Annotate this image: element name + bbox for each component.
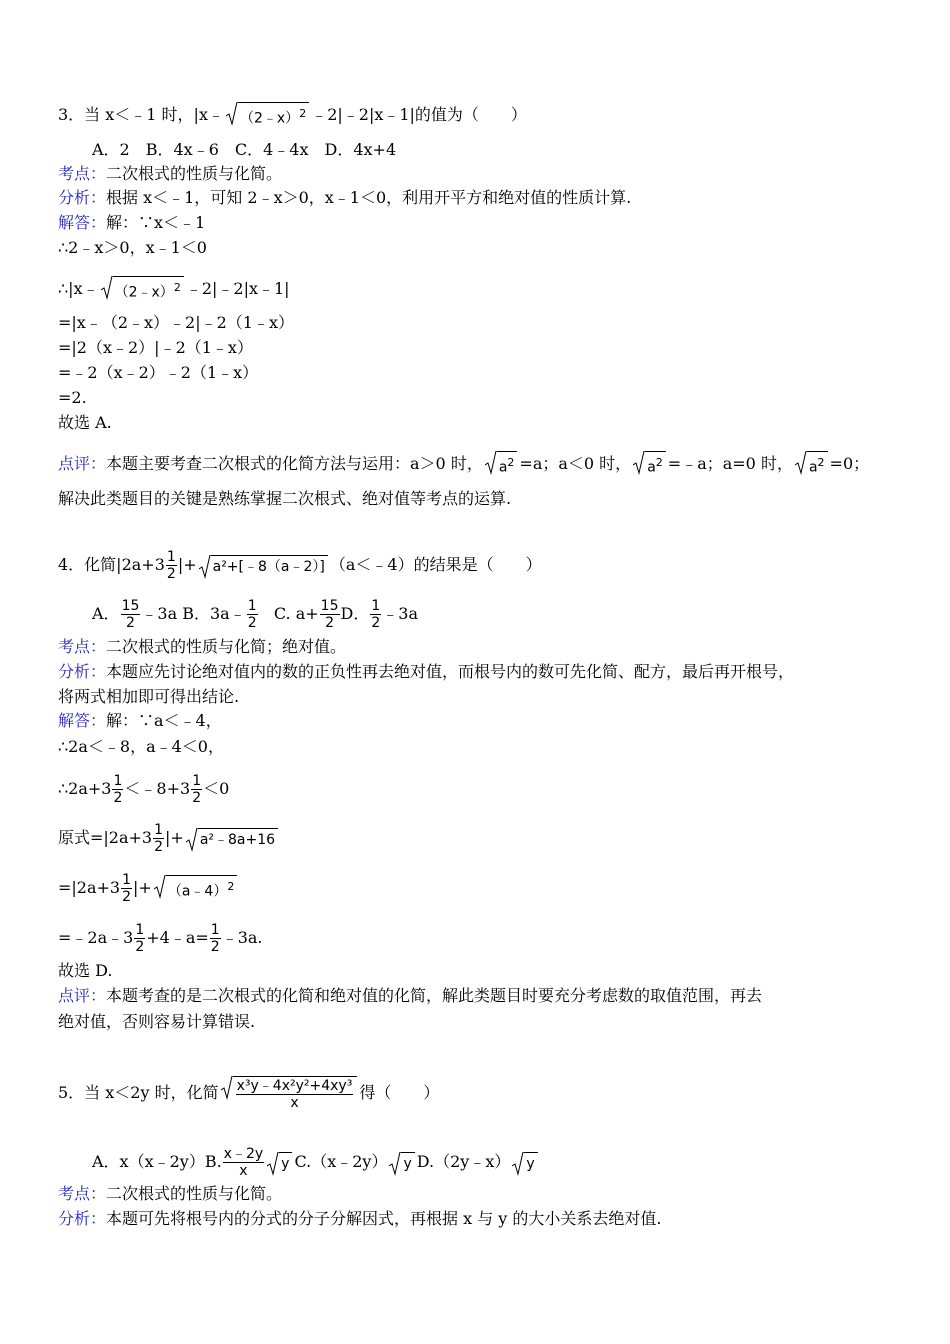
radical-sign-icon — [199, 555, 211, 579]
label-fenxi: 分析： — [58, 188, 107, 207]
denominator: 2 — [210, 939, 220, 955]
problem-4-fenxi — [58, 662, 794, 682]
denominator: 2 — [166, 566, 176, 582]
radical-sign-icon — [267, 1152, 279, 1176]
radicand: y — [401, 1152, 414, 1174]
radical-sign-icon — [154, 875, 166, 899]
dianping-text: 绝对值，否则容易计算错误. — [58, 1012, 256, 1031]
option-text: C.（x﹣2y） — [294, 1152, 388, 1171]
step-text: ＜0 — [203, 779, 230, 798]
denominator: x — [239, 1163, 248, 1179]
problem-3-jieda — [58, 213, 205, 233]
radical-sign-icon — [512, 1152, 524, 1176]
numerator: 1 — [247, 598, 257, 614]
step-text: 原式=|2a+3 — [58, 828, 153, 847]
solution-step: =﹣2（x﹣2）﹣2（1﹣x） — [58, 363, 259, 382]
problem-4-options — [92, 598, 418, 631]
problem-5-options — [92, 1146, 540, 1179]
option-text: ﹣3a B．3a﹣ — [141, 604, 246, 623]
radicand: y — [279, 1152, 292, 1174]
problem-3-kaodian — [58, 164, 282, 184]
answer-choice: 故选 D. — [58, 961, 113, 980]
question-text: 5．当 x＜2y 时，化简 — [58, 1083, 219, 1102]
label-jieda: 解答： — [58, 711, 107, 730]
denominator: 2 — [192, 790, 202, 806]
fenxi-text: 本题应先讨论绝对值内的数的正负性再去绝对值，而根号内的数可先化简、配方，最后再开根号， — [106, 662, 795, 681]
radical-sign-icon — [226, 102, 238, 126]
option-text: C. a+ — [273, 604, 319, 623]
step-text: =|2a+3 — [58, 878, 121, 897]
radical-sign-icon — [485, 451, 497, 475]
radicand: a — [808, 459, 818, 476]
sqrt-a2: $a^2$ — [795, 451, 828, 478]
question-text: 4．化简|2a+3 — [58, 555, 165, 574]
sqrt-expression — [226, 102, 309, 129]
label-kaodian: 考点： — [58, 164, 107, 183]
radical-sign-icon — [389, 1152, 401, 1176]
step-text: |+ — [133, 878, 152, 897]
problem-4-kaodian — [58, 637, 346, 657]
kaodian-text: 二次根式的性质与化简；绝对值。 — [106, 637, 347, 656]
denominator: 2 — [135, 939, 145, 955]
solution-step: =|x﹣（2﹣x）﹣2|﹣2（1﹣x） — [58, 313, 294, 332]
numerator: 1 — [371, 598, 381, 614]
option-text: D.（2y﹣x） — [416, 1152, 511, 1171]
question-text: （a＜﹣4）的结果是（ ） — [329, 555, 542, 574]
denominator: 2 — [113, 790, 123, 806]
denominator: 2 — [371, 615, 381, 631]
dianping-text: 解决此类题目的关键是熟练掌握二次根式、绝对值等考点的运算. — [58, 489, 512, 508]
sqrt-y — [267, 1152, 292, 1174]
step-text: ﹣3a. — [221, 928, 263, 947]
fraction — [210, 922, 221, 955]
jieda-text: 解：∵a＜﹣4， — [106, 711, 222, 730]
dianping-text: =0； — [829, 453, 870, 473]
numerator: 1 — [166, 549, 176, 565]
numerator: 1 — [154, 822, 164, 838]
dianping-text: =﹣a；a=0 时， — [667, 453, 793, 473]
problem-4-question — [58, 549, 542, 582]
dianping-text: 本题考查的是二次根式的化简和绝对值的化简，解此类题目时要充分考虑数的取值范围，再去 — [106, 986, 763, 1005]
option-text: A．x（x﹣2y）B. — [92, 1152, 222, 1171]
radicand: （2﹣x） — [114, 284, 174, 301]
sqrt-a2: $a^2$ — [633, 451, 666, 478]
step-text: ∴|x﹣ — [58, 278, 99, 298]
numerator: 15 — [320, 598, 339, 614]
fenxi-text: 本题可先将根号内的分式的分子分解因式，再根据 x 与 y 的大小关系去绝对值. — [106, 1209, 662, 1228]
problem-4-dianping — [58, 986, 762, 1006]
fraction — [121, 872, 132, 905]
radicand: （2﹣x） — [239, 110, 300, 127]
sqrt-y — [512, 1152, 537, 1174]
step-text: ∴2a+3 — [58, 779, 112, 798]
kaodian-text: 二次根式的性质与化简。 — [106, 1184, 283, 1203]
question-text: 3．当 x＜﹣1 时，|x﹣ — [58, 104, 224, 124]
numerator: 1 — [192, 773, 202, 789]
solution-step: =|2（x﹣2）|﹣2（1﹣x） — [58, 338, 253, 357]
numerator: 15 — [121, 598, 140, 614]
fenxi-text: 根据 x＜﹣1，可知 2﹣x＞0，x﹣1＜0，利用开平方和绝对值的性质计算. — [106, 188, 632, 207]
denominator: x — [290, 1095, 299, 1111]
numerator: 1 — [210, 922, 220, 938]
step-text: =﹣2a﹣3 — [58, 928, 134, 947]
step-text: +4﹣a= — [146, 928, 209, 947]
question-text: |+ — [177, 555, 197, 574]
numerator: 1 — [113, 773, 123, 789]
denominator: 2 — [122, 889, 132, 905]
fraction — [112, 773, 123, 806]
problem-3-dianping — [58, 451, 869, 478]
numerator: 1 — [122, 872, 132, 888]
sqrt-expression — [154, 875, 238, 902]
problem-3-question — [58, 102, 527, 129]
radical-sign-icon — [186, 828, 198, 852]
problem-5-question — [58, 1076, 439, 1111]
option-text: D． — [340, 604, 370, 623]
dianping-text: 本题主要考查二次根式的化简方法与运用：a＞0 时， — [106, 453, 483, 473]
answer-choice: 故选 A. — [58, 413, 112, 432]
problem-5-kaodian — [58, 1184, 282, 1204]
fraction — [370, 598, 381, 631]
solution-step — [58, 773, 229, 806]
fraction — [247, 598, 258, 631]
problem-3-fenxi — [58, 188, 631, 208]
sqrt-a2: $a^2$ — [485, 451, 518, 478]
solution-step — [58, 872, 239, 905]
radicand: y — [524, 1152, 537, 1174]
label-dianping: 点评： — [58, 453, 107, 473]
sqrt-expression — [199, 555, 328, 577]
sqrt-y — [389, 1152, 414, 1174]
solution-step: ∴2a＜﹣8，a﹣4＜0， — [58, 737, 224, 756]
denominator: 2 — [325, 615, 335, 631]
sqrt-expression — [186, 828, 278, 850]
radicand: （a﹣4） — [167, 883, 228, 900]
fraction — [191, 773, 202, 806]
label-fenxi: 分析： — [58, 1209, 107, 1228]
option-text: A． — [92, 604, 120, 623]
exponent: 2 — [173, 281, 181, 294]
exponent: 2 — [299, 107, 307, 120]
exponent: 2 — [227, 880, 235, 894]
sqrt-expression — [101, 276, 184, 303]
radicand: a — [647, 459, 656, 476]
solution-step — [58, 922, 263, 955]
fraction — [121, 598, 141, 631]
problem-4-jieda — [58, 711, 222, 731]
kaodian-text: 二次根式的性质与化简。 — [106, 164, 283, 183]
dianping-text: =a；a＜0 时， — [519, 453, 632, 473]
sqrt-expression — [221, 1076, 358, 1111]
radicand: a²+[﹣8（a﹣2）] — [211, 555, 328, 577]
problem-3-options: A．2 B．4x﹣6 C．4﹣4x D．4x+4 — [92, 140, 397, 159]
radical-sign-icon — [221, 1076, 233, 1100]
numerator: x﹣2y — [223, 1146, 264, 1162]
solution-step — [58, 822, 280, 855]
denominator: 2 — [154, 839, 164, 855]
denominator: 2 — [247, 615, 257, 631]
fraction — [223, 1146, 264, 1179]
fenxi-text: 将两式相加即可得出结论. — [58, 687, 240, 706]
radical-sign-icon — [633, 451, 645, 475]
label-dianping: 点评： — [58, 986, 107, 1005]
question-text: ﹣2|﹣2|x﹣1|的值为（ ） — [311, 104, 527, 124]
label-kaodian: 考点： — [58, 1184, 107, 1203]
radicand: a²﹣8a+16 — [198, 828, 278, 850]
fraction — [153, 822, 164, 855]
label-kaodian: 考点： — [58, 637, 107, 656]
solution-step — [58, 276, 290, 303]
step-text: ﹣2|﹣2|x﹣1| — [185, 278, 290, 298]
step-text: ＜﹣8+3 — [124, 779, 191, 798]
fraction — [236, 1078, 354, 1111]
denominator: 2 — [126, 615, 135, 631]
option-text: ﹣3a — [382, 604, 418, 623]
radical-sign-icon — [101, 276, 113, 300]
problem-5-fenxi — [58, 1209, 662, 1229]
solution-step: ∴2﹣x＞0，x﹣1＜0 — [58, 238, 207, 257]
fraction — [166, 549, 177, 582]
label-fenxi: 分析： — [58, 662, 107, 681]
label-jieda: 解答： — [58, 213, 107, 232]
jieda-text: 解：∵x＜﹣1 — [106, 213, 206, 232]
fraction — [134, 922, 145, 955]
step-text: |+ — [165, 828, 184, 847]
numerator: x³y﹣4x²y²+4xy³ — [236, 1078, 353, 1094]
radicand: a — [498, 459, 508, 476]
numerator: 1 — [135, 922, 145, 938]
radical-sign-icon — [795, 451, 807, 475]
solution-step: =2. — [58, 388, 87, 407]
fraction — [320, 598, 340, 631]
question-text: 得（ ） — [359, 1083, 440, 1102]
